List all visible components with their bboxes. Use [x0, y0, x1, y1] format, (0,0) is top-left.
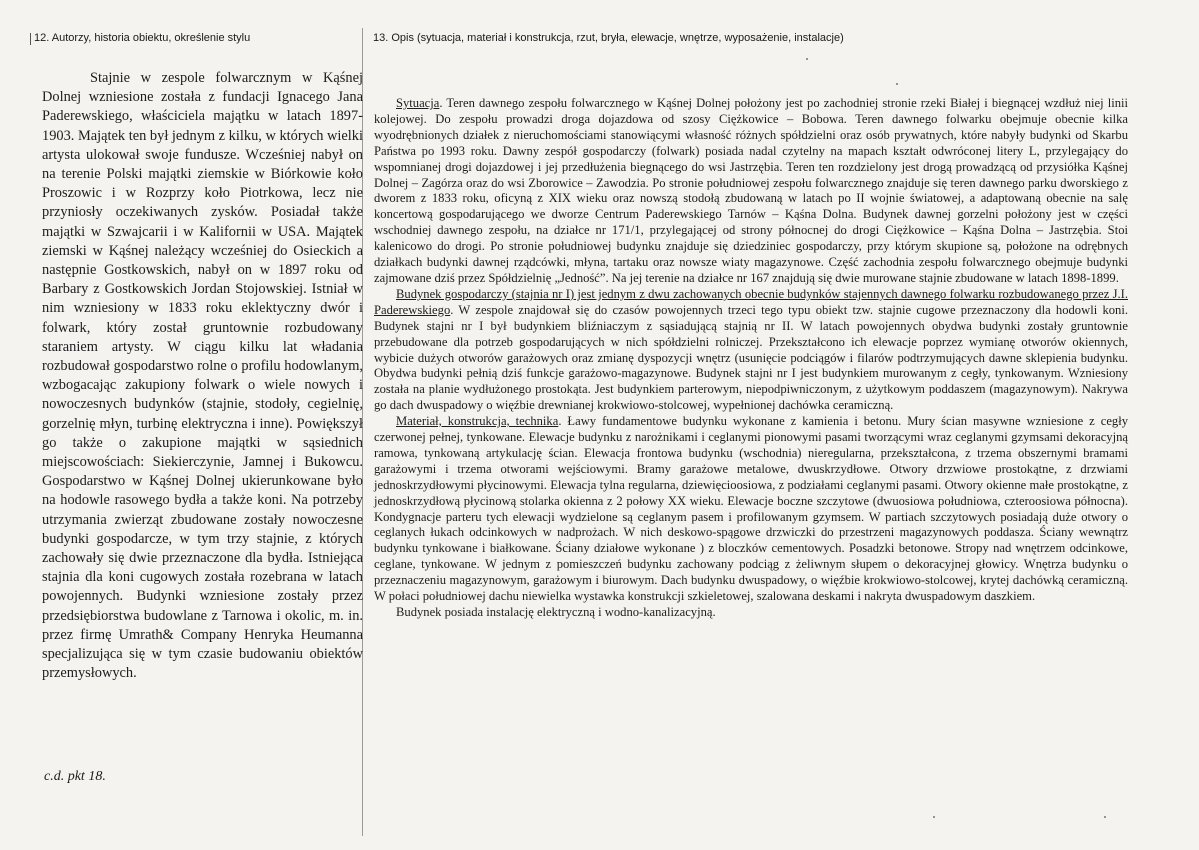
situation-heading: Sytuacja [396, 96, 440, 110]
scan-speck [1104, 816, 1106, 818]
scan-speck [806, 58, 808, 60]
building-heading: Budynek gospodarczy (stajnia nr I) jest jednym z dwu zachowanych obecnie budynków stajennych dawnego folwarku rozbudowanego przez J.I. Paderewskiego [374, 286, 1128, 317]
building-text: . W zespole znajdował się do czasów powojennych trzeci tego typu obiekt tzw. stajnie cugowe przeznaczony dla hodowli koni. Budynek stajni nr I był budynkiem bliźniaczym z sąsiadującą stajnią nr II. W latach powojennych obydwa budynki zostały gruntownie przebudowane dla potrzeb gospodarujących w nich spółdzielni rolniczej. Przekształcono ich elewacje poprzez wymianę otworów okiennych, wybicie dużych otworów garażowych oraz zmianę dyspozycji wnętrz (usunięcie podciągów i filarów podtrzymujących dawne sklepienia budynku. Obydwa budynki pełnią dziś funkcje garażowo-magazynowe. Budynek stajni nr I jest budynkiem murowanym z cegły, tynkowanym. Wzniesiony została na planie wydłużonego prostokąta. Jest budynkiem parterowym, niepodpiwniczonym, z użytkowym poddaszem (magazynowym). Nakrywa go dach dwuspadowy o więźbie drewnianej krokwiowo-stolcowej, wypełnionej dachówka ceramiczną. [374, 302, 1128, 413]
description-column [374, 96, 1128, 621]
material-paragraph [374, 414, 1128, 605]
building-paragraph [374, 287, 1128, 414]
scan-speck [896, 83, 898, 85]
section-12-header: 12. Autorzy, historia obiektu, określenie stylu [34, 32, 251, 44]
history-column [42, 69, 363, 684]
continued-note: c.d. pkt 18. [44, 769, 106, 784]
material-heading: Materiał, konstrukcja, technika [396, 414, 559, 429]
history-paragraph: Stajnie w zespole folwarcznym w Kąśnej Dolnej wzniesione została z fundacji Ignacego Jana Paderewskiego, właściciela majątku w latach 1897-1903. Majątek ten był jednym z kilku, w których wielki artysta ulokował swoje fundusze. Wcześniej nabył on na terenie Polski majątki ziemskie w Biórkowie koło Proszowic i w Rozprzy koło Piotrkowa, lecz nie przyniosły oczekiwanych zysków. Posiadał także majątki w Szwajcarii i w Kalifornii w USA. Majątek ziemski w Kąśnej należący wcześniej do Osieckich a następnie Gostkowskich, nabył on w 1897 roku od Barbary z Gostkowskich Jordan Stojowskiej. Istniał w nim wzniesiony w 1833 roku eklektyczny dwór i folwark, który został gruntownie rozbudowany staraniem artysty. W ciągu kilku lat władania rozbudował gospodarstwo rolne o profilu hodowlanym, wzbogacając zakupiony folwark o wiele nowych i nowoczesnych budynków (stajnie, stodoły, cegielnię, gorzelnię młyn, turbinę elektryczna i inne). Powiększył go także o zakupione majątki w sąsiednich miejscowościach: Siekierczynie, Jamnej i Bukowcu. Gospodarstwo w Kąśnej Dolnej ukierunkowane było na hodowle rasowego bydła a także koni. Na potrzeby utrzymania zwierząt zbudowane zostały nowoczesne budynki gospodarcze, w tym trzy stajnie, z których zachowały się dwie przeznaczone dla bydła. Istniejąca stajnia dla koni cugowych została rozebrana w latach powojennych. Budynki wzniesione zostały przez przedsiębiorstwa budowlane z Tarnowa i okolic, m. in. przez firmę Umrath& Company Henryka Heumanna specjalizująca się w tym czasie budowaniu obiektów przemysłowych. [42, 70, 363, 682]
situation-paragraph [374, 96, 1128, 287]
material-text: . Ławy fundamentowe budynku wykonane z kamienia i betonu. Mury ścian masywne wzniesione z cegły czerwonej pełnej, tynkowane. Elewacje budynku z narożnikami i ceglanymi pionowymi pasami tworzącymi wraz ceglanymi gzymsami dekoracyjną ramowa, tynkowaną artykulację ścian. Elewacja frontowa budynku (wschodnia) nieregularna, przekształcona, z trzema obszernymi bramami garażowymi i trzema otworami wejściowymi. Bramy garażowe metalowe, dwuskrzydłowe. Otwory drzwiowe prostokątne, z drzwiami jednoskrzydłowymi płycinowymi. Elewacja tylna regularna, dziewięcioosiowa, z podziałami ceglanymi pasami. Otwory okienne małe prostokątne, z jednoskrzydłową płycinową stolarka okienna z 2 połowy XX wieku. Elewacje boczne szczytowe (dwuosiowa południowa, czteroosiowa północna). Kondygnacje parteru tych elewacji wydzielone są ceglanym pasem i profilowanym gzymsem. W partiach szczytowych posiadają duże otwory o ceglanych łukach odcinkowych w nadprożach. W nich deskowo-spągowe drzwiczki do przestrzeni magazynowych poddasza. Ściany wewnątrz budynku tynkowane i białkowane. Ściany działowe wykonane ) z bloczków cementowych. Posadzki betonowe. Stropy nad wnętrzem odcinkowe, ceglane, tynkowane. W jednym z pomieszczeń budynku zachowany podciąg z żeliwnym słupem o dekoracyjnej głowicy. Wnętrza budynku o przeznaczeniu magazynowym, garażowym i biurowym. Dach budynku dwuspadowy, o więźbie krokwiowo-stolcowej, krytej dachówką ceramiczną. W połaci południowej dachu niewielka wystawka konstrukcji szkieletowej, szalowana deskami i nakryta dwuspadowym daszkiem. [374, 414, 1128, 604]
section-13-header: 13. Opis (sytuacja, materiał i konstrukcja, rzut, bryła, elewacje, wnętrze, wyposażenie, instalacje) [373, 32, 844, 44]
situation-text: . Teren dawnego zespołu folwarcznego w Kąśnej Dolnej położony jest po zachodniej stronie rzeki Białej i biegnącej wzdłuż niej linii kolejowej. Do zespołu prowadzi droga dojazdowa od szosy Ciężkowice – Bobowa. Teren dawnego folwarku obejmuje obecnie kilka wyodrębnionych działek z nieruchomościami stanowiącymi własność różnych spółdzielni oraz osób prywatnych, które nabyły budynki od Skarbu Państwa po 1993 roku. Dawny zespół gospodarczy (folwark) posiada nadal czytelny na mapach kształt odwróconej litery L, przylegający do wspomnianej drogi dojazdowej i jej przedłużenia biegnącego do wsi Jastrzębia. Teren ten rozdzielony jest drogą prowadzącą od przysiółka Kąśnej Dolnej – Zagórza oraz do wsi Zborowice – Zawodzia. Po stronie południowej zespołu folwarcznego znajduje się teren dawnego parku dworskiego z dworem z 1833 roku, oficyną z XIX wieku oraz nowszą stodołą zbudowaną w latach po II wojnie światowej, a adaptowaną obecnie na salę koncertową gospodarującego we dworze Centrum Paderewskiego Tarnów – Kąśna Dolna. Budynek dawnej gorzelni położony jest w części wschodniej dawnego zespołu, na działce nr 171/1, przylegającej od strony północnej do drogi Ciężkowice – Kąśna Dolna – Jastrzębia. Stoi kalenicowo do drogi. Po stronie południowej budynku znajduje się dziedziniec gospodarczy, przy którym skupione są, położone na odrębnych działkach budynki dawnej rządcówki, młyna, tartaku oraz nowsze wiaty magazynowe. Część zachodnia zespołu folwarcznego obejmuje budynki zajmowane dziś przez Spółdzielnię „Jedność”. Na jej terenie na działce nr 167 znajdują się dwie murowane stajnie zbudowane w latach 1898-1899. [374, 96, 1128, 285]
scan-speck [933, 816, 935, 818]
installations-paragraph: Budynek posiada instalację elektryczną i wodno-kanalizacyjną. [396, 605, 716, 619]
